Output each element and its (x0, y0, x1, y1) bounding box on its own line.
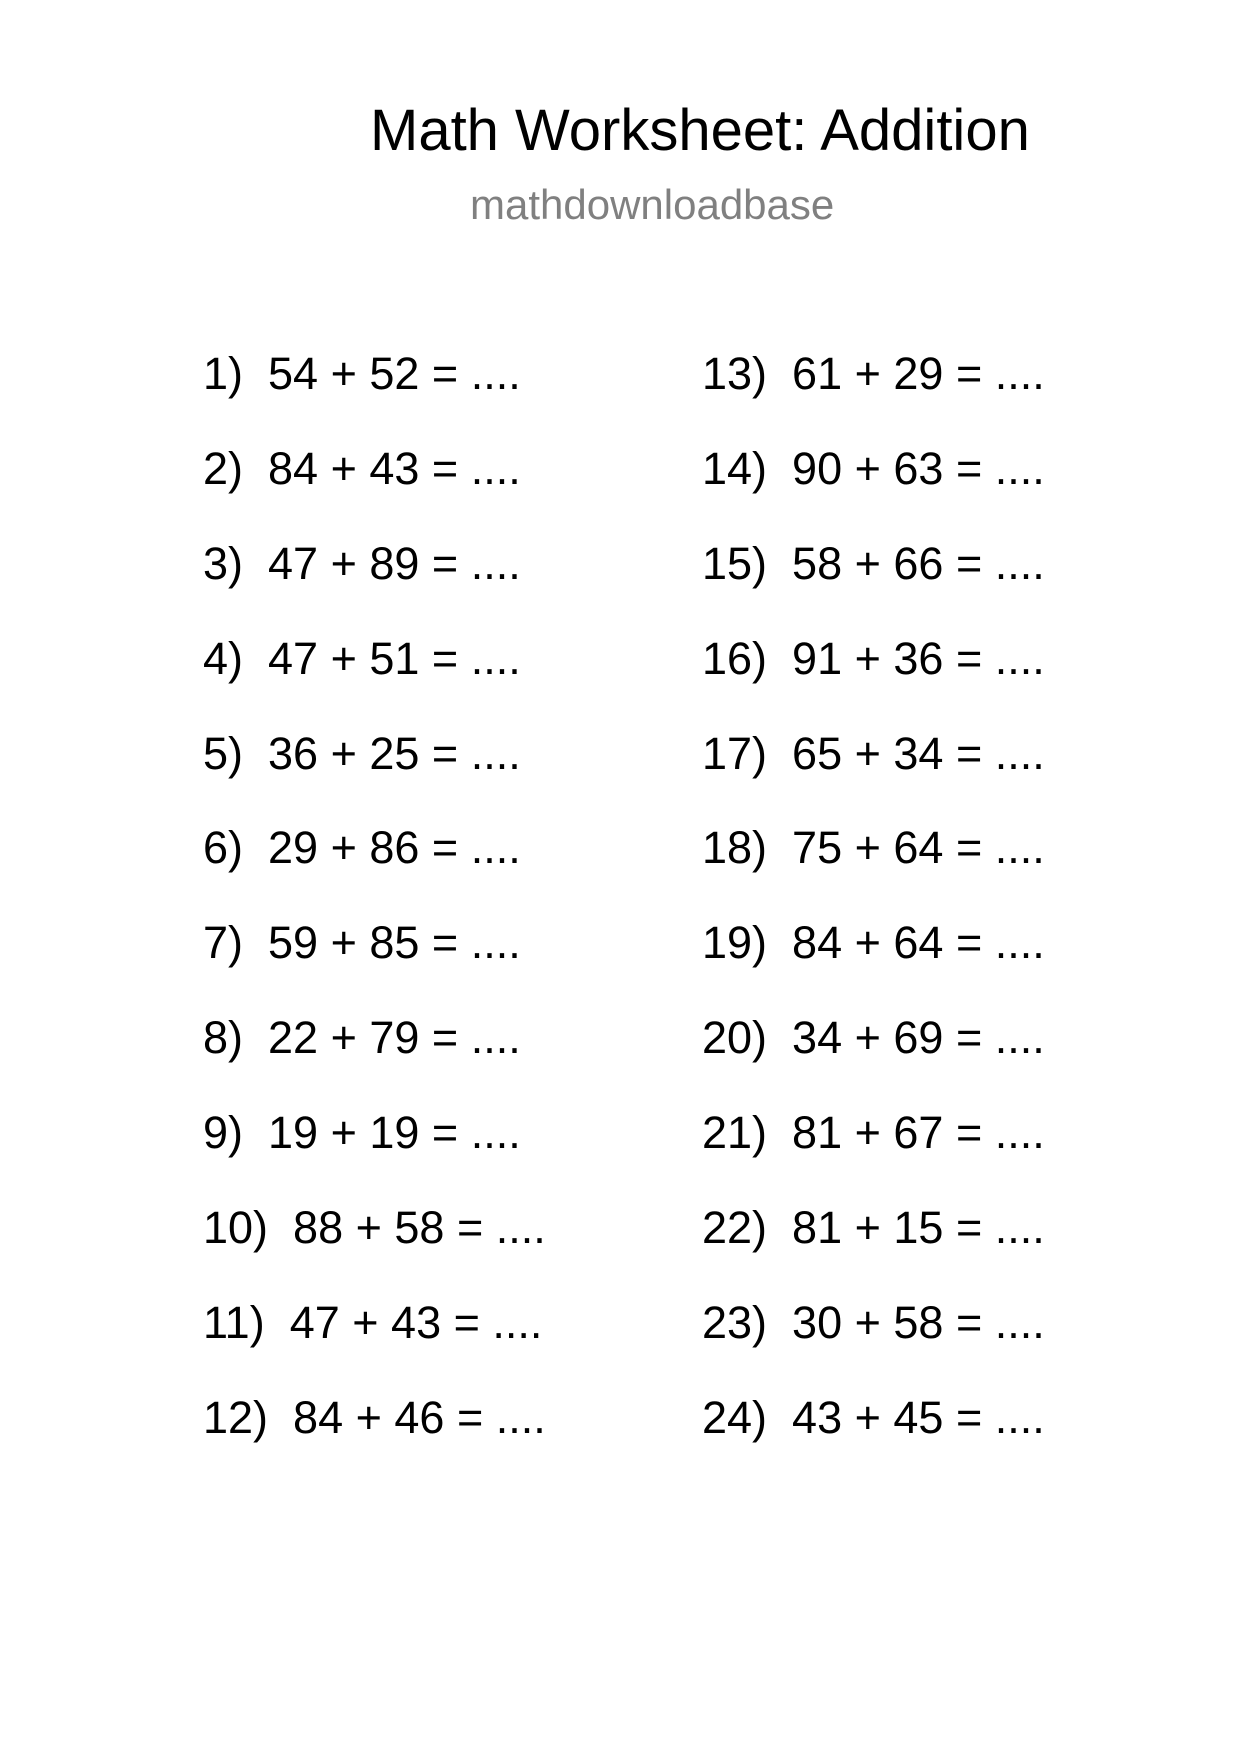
problem-18: 18) 75 + 64 = .... (702, 822, 1045, 874)
problem-12: 12) 84 + 46 = .... (203, 1391, 546, 1443)
problem-1: 1) 54 + 52 = .... (203, 348, 521, 399)
problem-16: 16) 91 + 36 = .... (702, 632, 1045, 684)
problems-right-column (702, 346, 1045, 1485)
problem-6: 6) 29 + 86 = .... (203, 822, 521, 874)
problem-9: 9) 19 + 19 = .... (203, 1107, 521, 1159)
problem-14: 14) 90 + 63 = .... (702, 442, 1045, 494)
worksheet-title: Math Worksheet: Addition (370, 98, 1030, 163)
problem-4: 4) 47 + 51 = .... (203, 632, 521, 684)
problem-24: 24) 43 + 45 = .... (702, 1391, 1045, 1443)
problem-5: 5) 36 + 25 = .... (203, 727, 521, 779)
problem-13: 13) 61 + 29 = .... (702, 348, 1045, 399)
problem-3: 3) 47 + 89 = .... (203, 537, 521, 589)
problem-15: 15) 58 + 66 = .... (702, 537, 1045, 589)
problem-21: 21) 81 + 67 = .... (702, 1107, 1045, 1159)
problem-2: 2) 84 + 43 = .... (203, 442, 521, 494)
problem-10: 10) 88 + 58 = .... (203, 1202, 546, 1254)
problem-19: 19) 84 + 64 = .... (702, 917, 1045, 969)
worksheet-subtitle: mathdownloadbase (470, 181, 835, 228)
problem-8: 8) 22 + 79 = .... (203, 1012, 521, 1064)
problem-23: 23) 30 + 58 = .... (702, 1296, 1045, 1348)
problems-left-column (203, 346, 546, 1485)
problem-22: 22) 81 + 15 = .... (702, 1202, 1045, 1254)
problem-17: 17) 65 + 34 = .... (702, 727, 1045, 779)
problem-20: 20) 34 + 69 = .... (702, 1012, 1045, 1064)
problem-7: 7) 59 + 85 = .... (203, 917, 521, 969)
problem-11: 11) 47 + 43 = .... (203, 1296, 543, 1348)
